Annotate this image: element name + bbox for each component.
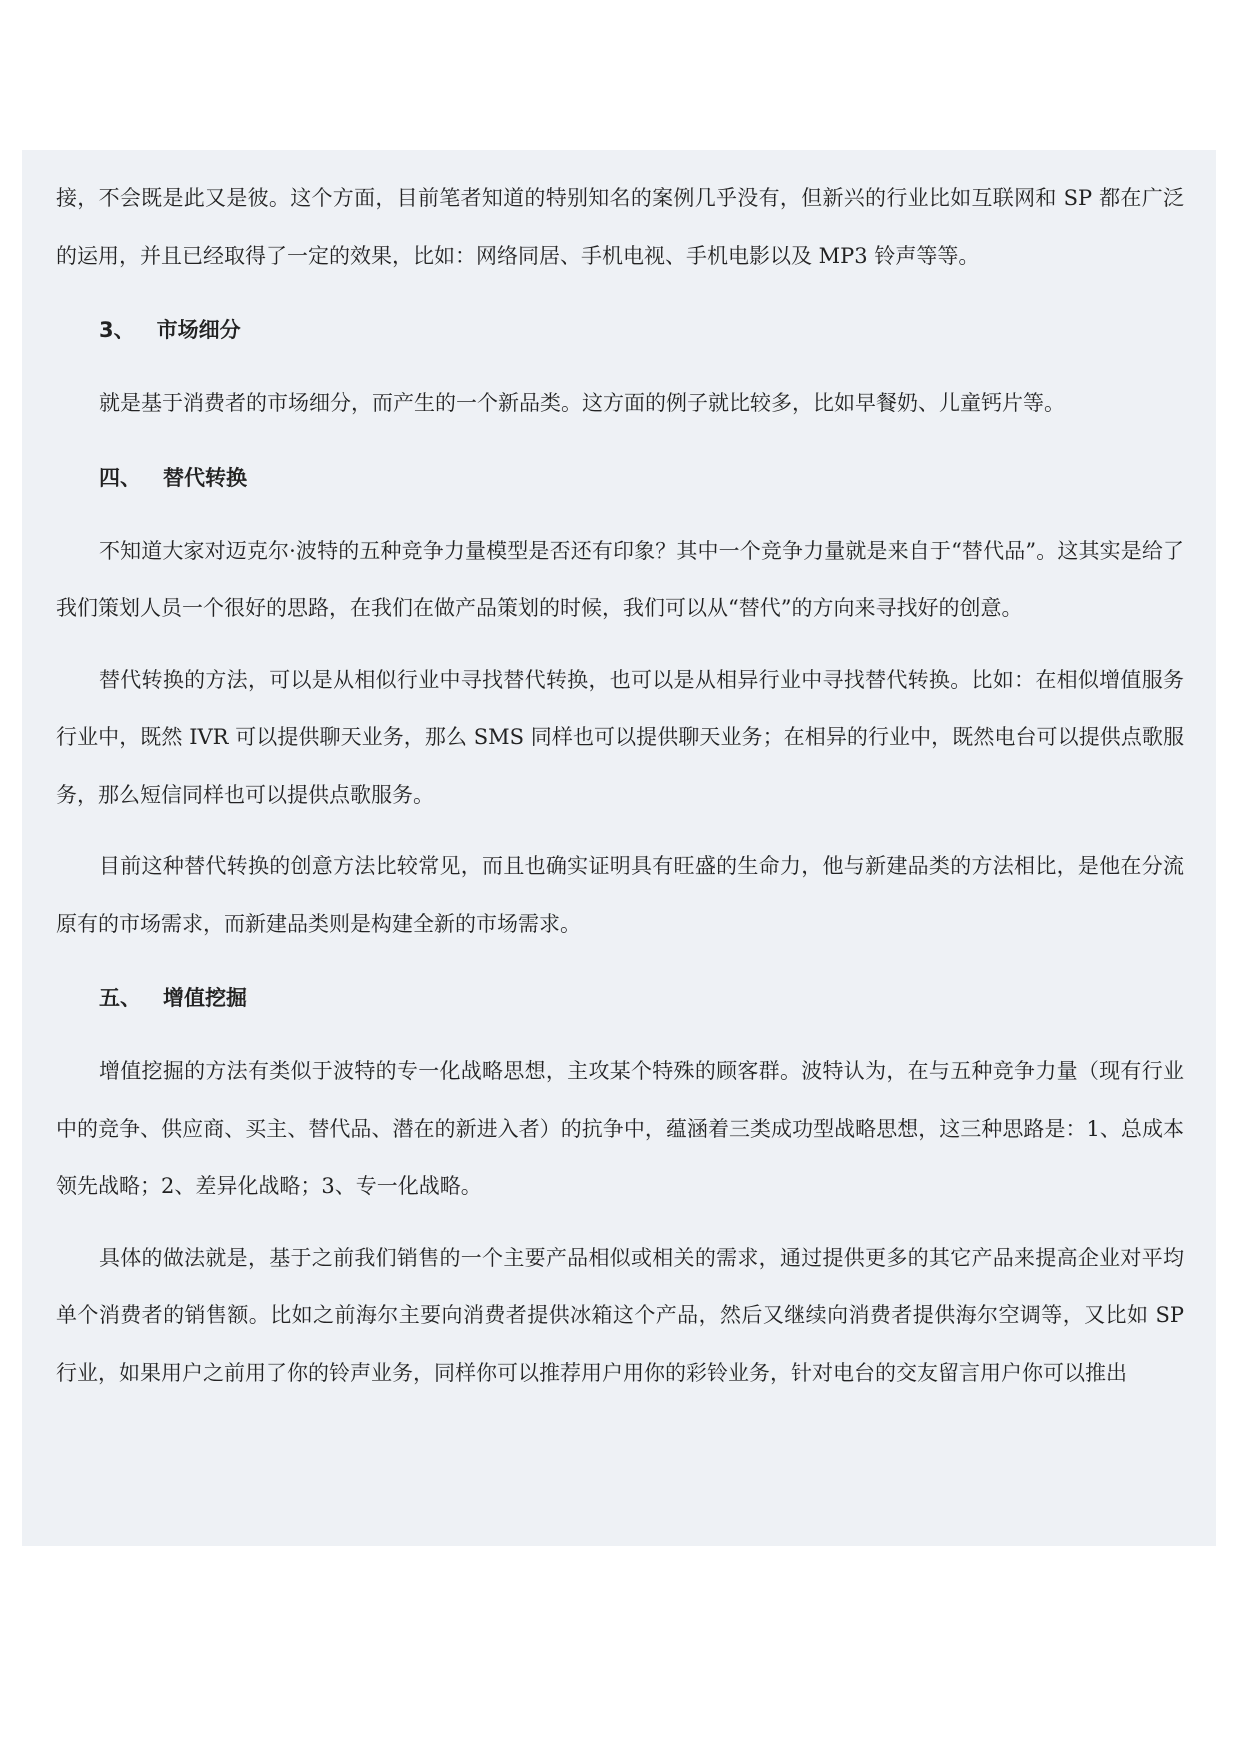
paragraph-value-mining: 增值挖掘的方法有类似于波特的专一化战略思想，主攻某个特殊的顾客群。波特认为，在与五种竞争力量（现有行业中的竞争、供应商、买主、替代品、潜在的新进入者）的抗争中，蕴涵着三类成功型战略思想，这三种思路是：1、总成本领先战略；2、差异化战略；3、专一化战略。	[56, 1059, 1184, 1198]
document-page	[22, 150, 1216, 1546]
paragraph-substitution-note: 目前这种替代转换的创意方法比较常见，而且也确实证明具有旺盛的生命力，他与新建品类的方法相比，是他在分流原有的市场需求，而新建品类则是构建全新的市场需求。	[56, 854, 1184, 936]
paragraph-continuation: 接，不会既是此又是彼。这个方面，目前笔者知道的特别知名的案例几乎没有，但新兴的行业比如互联网和 SP 都在广泛的运用，并且已经取得了一定的效果，比如：网络同居、手机电视、手机电影以及 MP3 铃声等等。	[56, 186, 1184, 268]
section-heading-5	[56, 983, 1184, 1013]
heading-number: 五、	[99, 986, 141, 1010]
document-body	[56, 170, 1184, 1402]
paragraph-value-mining-practice: 具体的做法就是，基于之前我们销售的一个主要产品相似或相关的需求，通过提供更多的其它产品来提高企业对平均单个消费者的销售额。比如之前海尔主要向消费者提供冰箱这个产品，然后又继续向消费者提供海尔空调等，又比如 SP 行业，如果用户之前用了你的铃声业务，同样你可以推荐用户用你的彩铃业务，针对电台的交友留言用户你可以推出	[56, 1245, 1184, 1385]
heading-number: 3、	[99, 318, 135, 342]
heading-number: 四、	[99, 465, 141, 490]
paragraph-substitution-method: 替代转换的方法，可以是从相似行业中寻找替代转换，也可以是从相异行业中寻找替代转换。比如：在相似增值服务行业中，既然 IVR 可以提供聊天业务，那么 SMS 同样也可以提供聊天业务；在相异的行业中，既然电台可以提供点歌服务，那么短信同样也可以提供点歌服务。	[56, 667, 1184, 807]
section-heading-3	[56, 315, 1184, 345]
heading-title: 替代转换	[163, 465, 247, 490]
heading-title: 增值挖掘	[163, 986, 247, 1010]
paragraph-market-segment: 就是基于消费者的市场细分，而产生的一个新品类。这方面的例子就比较多，比如早餐奶、儿童钙片等。	[99, 391, 1065, 415]
paragraph-porter-model: 不知道大家对迈克尔·波特的五种竞争力量模型是否还有印象？其中一个竞争力量就是来自于“替代品”。这其实是给了我们策划人员一个很好的思路，在我们在做产品策划的时候，我们可以从“替代”的方向来寻找好的创意。	[56, 538, 1184, 620]
section-heading-4	[56, 463, 1184, 493]
heading-title: 市场细分	[156, 318, 241, 342]
